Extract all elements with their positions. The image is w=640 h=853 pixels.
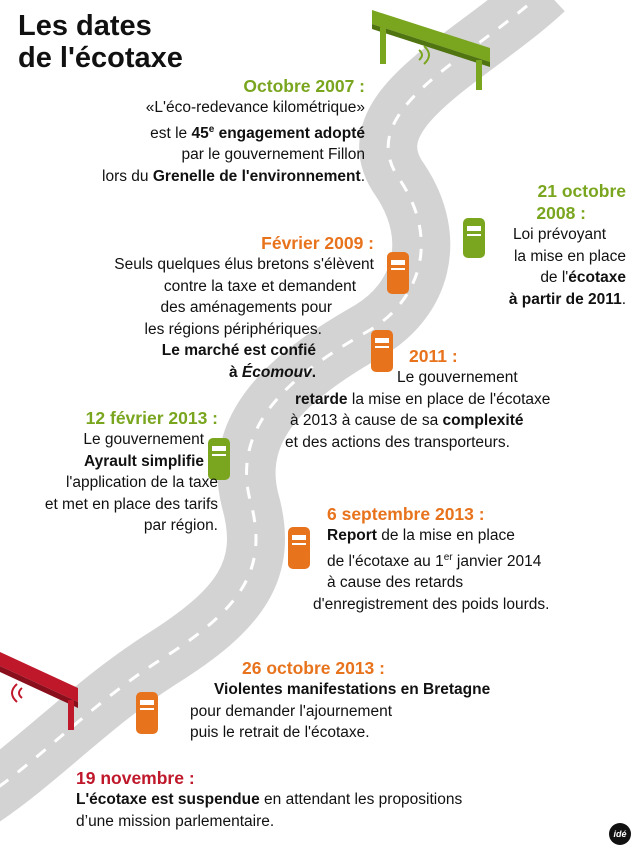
event-26-octobre-2013	[190, 657, 490, 744]
event-text: et des actions des transporteurs.	[285, 433, 510, 451]
event-text: est le 45e engagement adopté	[150, 123, 365, 142]
event-date: Février 2009 :	[261, 233, 374, 253]
event-date: 12 février 2013 :	[85, 408, 218, 428]
event-text: des aménagements pour	[160, 299, 332, 316]
event-date: 21 octobre	[537, 181, 626, 201]
terminal-icon-2008	[463, 218, 485, 258]
event-text: retarde la mise en place de l'écotaxe	[295, 390, 551, 408]
event-6-septembre-2013	[313, 503, 549, 615]
event-date: 19 novembre :	[76, 768, 195, 788]
event-text: et met en place des tarifs	[44, 495, 218, 513]
event-text: de l'écotaxe au 1er janvier 2014	[327, 551, 542, 570]
event-text: à Écomouv.	[228, 363, 316, 381]
event-2011	[285, 345, 550, 453]
event-21-octobre-2008	[509, 180, 626, 310]
event-text: la mise en place	[513, 247, 626, 265]
event-text: puis le retrait de l'écotaxe.	[190, 724, 370, 741]
event-text: de l'écotaxe	[540, 269, 626, 286]
title-line-1: Les dates	[18, 10, 152, 42]
event-text: lors du Grenelle de l'environnement.	[102, 167, 365, 185]
event-12-fevrier-2013	[45, 407, 218, 537]
event-text: les régions périphériques.	[144, 320, 322, 338]
page-title	[18, 10, 183, 74]
event-text: l'application de la taxe	[65, 474, 218, 491]
event-text: Le gouvernement	[397, 369, 518, 386]
terminal-icon-oct-2013	[136, 692, 158, 734]
event-text: par le gouvernement Fillon	[181, 146, 365, 164]
title-line-2: de l'écotaxe	[18, 42, 183, 74]
terminal-icon-sep-2013	[288, 527, 310, 569]
event-text: contre la taxe et demandent	[163, 277, 356, 295]
event-text: d'enregistrement des poids lourds.	[313, 595, 550, 613]
event-text: Le gouvernement	[83, 431, 204, 448]
event-text: à partir de 2011.	[508, 290, 626, 308]
event-date: Octobre 2007 :	[243, 76, 365, 96]
event-octobre-2007	[102, 75, 365, 187]
event-text: d’une mission parlementaire.	[76, 812, 275, 830]
event-date: 2008 :	[536, 203, 586, 223]
event-19-novembre	[76, 767, 462, 832]
event-text: Ayrault simplifie	[83, 452, 204, 470]
event-text: Seuls quelques élus bretons s'élèvent	[114, 256, 374, 273]
event-text: à cause des retards	[327, 574, 464, 592]
event-text: à 2013 à cause de sa complexité	[290, 412, 524, 429]
event-text: par région.	[143, 517, 218, 534]
event-date: 2011 :	[409, 346, 458, 366]
event-text: Report de la mise en place	[327, 527, 515, 544]
event-date: 6 septembre 2013 :	[327, 504, 485, 524]
event-text: «L'éco-redevance kilométrique»	[145, 99, 365, 116]
event-text: Le marché est confié	[161, 342, 316, 359]
ide-logo: idé	[609, 823, 631, 845]
event-text: L'écotaxe est suspendue en attendant les propositions	[76, 791, 463, 808]
event-text: Loi prévoyant	[512, 226, 606, 243]
event-text: Violentes manifestations en Bretagne	[214, 681, 491, 698]
event-text: pour demander l'ajournement	[190, 702, 392, 720]
terminal-icon-2009	[387, 252, 409, 294]
event-date: 26 octobre 2013 :	[242, 658, 385, 678]
